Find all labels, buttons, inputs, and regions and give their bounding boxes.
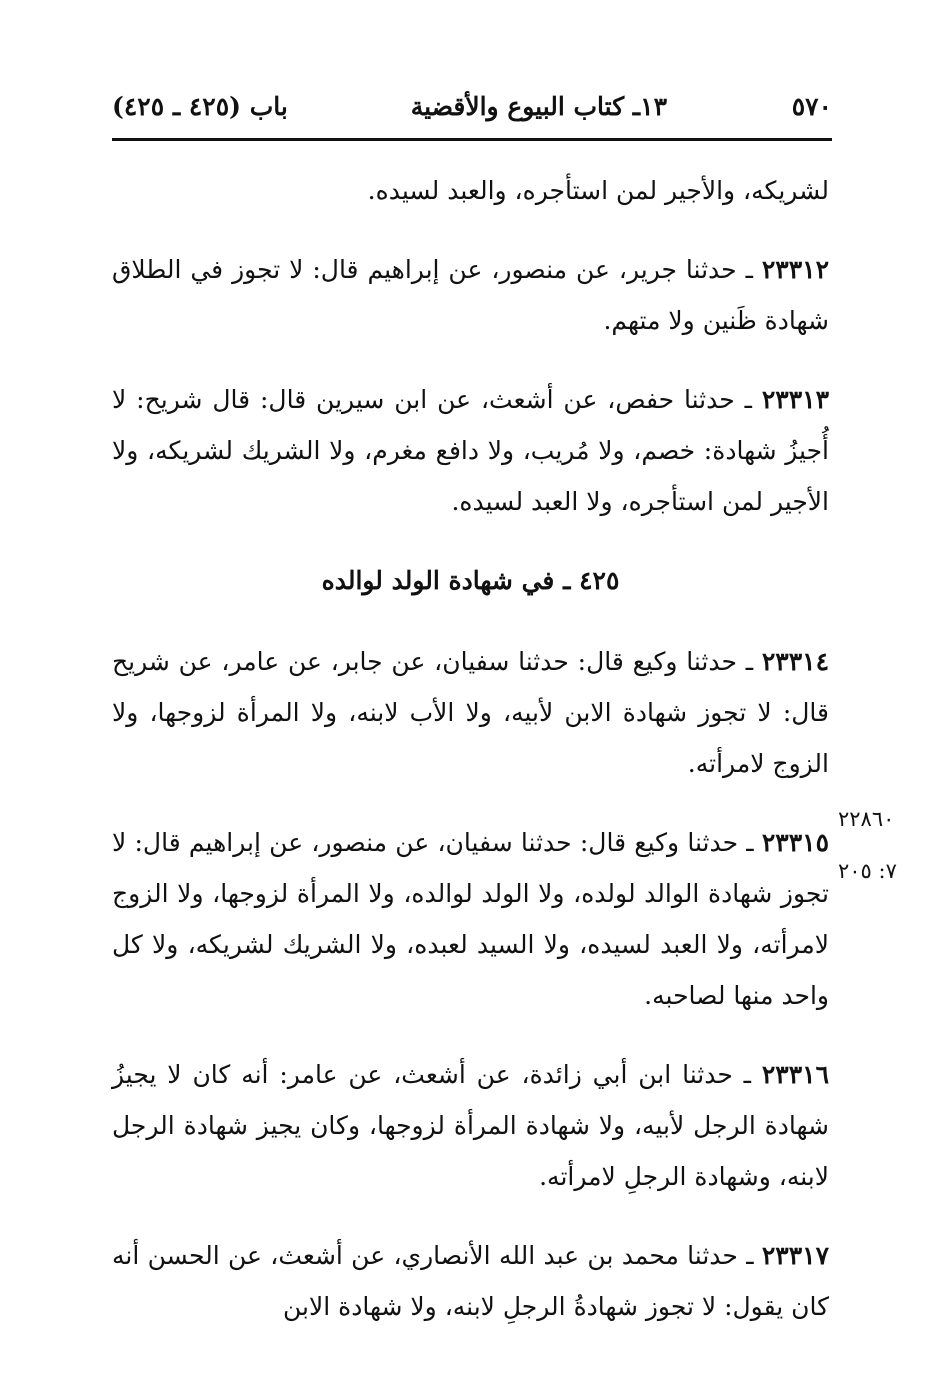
chapter-range: باب (٤٢٥ ـ ٤٢٥) bbox=[112, 92, 288, 121]
hadith-text: ـ حدثنا وكيع قال: حدثنا سفيان، عن منصور، عن إبراهيم قال: لا تجوز شهادة الوالد لولده، ولا الولد لوالده، ولا المرأة لزوجها، ولا الزوج لامرأته، ولا العبد لسيده، ولا السيد لعبده، ولا الشريك لشريكه، ولا كل واحد منها لصاحبه. bbox=[112, 828, 829, 1010]
hadith-paragraph bbox=[112, 1230, 829, 1332]
hadith-number: ٢٣٣١٦ bbox=[761, 1060, 829, 1089]
hadith-text: ـ حدثنا ابن أبي زائدة، عن أشعث، عن عامر: أنه كان لا يجيزُ شهادة الرجل لأبيه، ولا شهادة المرأة لزوجها، وكان يجيز شهادة الرجل لابنه، وشهادة الرجلِ لامرأته. bbox=[112, 1060, 829, 1191]
margin-note-reference: ٢٢٨٦٠ bbox=[838, 807, 895, 831]
hadith-text: ـ حدثنا وكيع قال: حدثنا سفيان، عن جابر، عن عامر، عن شريح قال: لا تجوز شهادة الابن لأبيه، ولا الأب لابنه، ولا المرأة لزوجها، ولا الزوج لامرأته. bbox=[112, 647, 829, 778]
hadith-number: ٢٣٣١٢ bbox=[761, 255, 829, 284]
page-number: ٥٧٠ bbox=[791, 92, 832, 121]
hadith-paragraph bbox=[112, 636, 829, 789]
hadith-number: ٢٣٣١٧ bbox=[761, 1241, 829, 1270]
hadith-paragraph bbox=[112, 374, 829, 527]
hadith-text: ـ حدثنا حفص، عن أشعث، عن ابن سيرين قال: قال شريح: لا أُجيزُ شهادة: خصم، ولا مُريب، ولا دافع مغرم، ولا الشريك لشريكه، ولا الأجير لمن استأجره، ولا العبد لسيده. bbox=[112, 385, 829, 516]
hadith-paragraph bbox=[112, 1049, 829, 1202]
header-divider bbox=[112, 138, 832, 141]
continuation-paragraph: لشريكه، والأجير لمن استأجره، والعبد لسيده. bbox=[367, 176, 829, 205]
hadith-number: ٢٣٣١٣ bbox=[761, 385, 829, 414]
section-heading: ٤٢٥ ـ في شهادة الولد لوالده bbox=[321, 566, 620, 595]
page-header bbox=[112, 92, 832, 136]
hadith-paragraph bbox=[112, 244, 829, 346]
hadith-paragraph bbox=[112, 817, 829, 1021]
hadith-text: ـ حدثنا محمد بن عبد الله الأنصاري، عن أشعث، عن الحسن أنه كان يقول: لا تجوز شهادةُ الرجلِ لابنه، ولا شهادة الابن bbox=[112, 1241, 829, 1321]
hadith-number: ٢٣٣١٤ bbox=[761, 647, 829, 676]
book-title: ١٣ـ كتاب البيوع والأقضية bbox=[410, 92, 667, 121]
hadith-text: ـ حدثنا جرير، عن منصور، عن إبراهيم قال: لا تجوز في الطلاق شهادة ظَنين ولا متهم. bbox=[112, 255, 829, 335]
main-text bbox=[112, 165, 829, 1360]
hadith-number: ٢٣٣١٥ bbox=[761, 828, 829, 857]
margin-note-volume: ٧: ٢٠٥ bbox=[838, 859, 897, 883]
